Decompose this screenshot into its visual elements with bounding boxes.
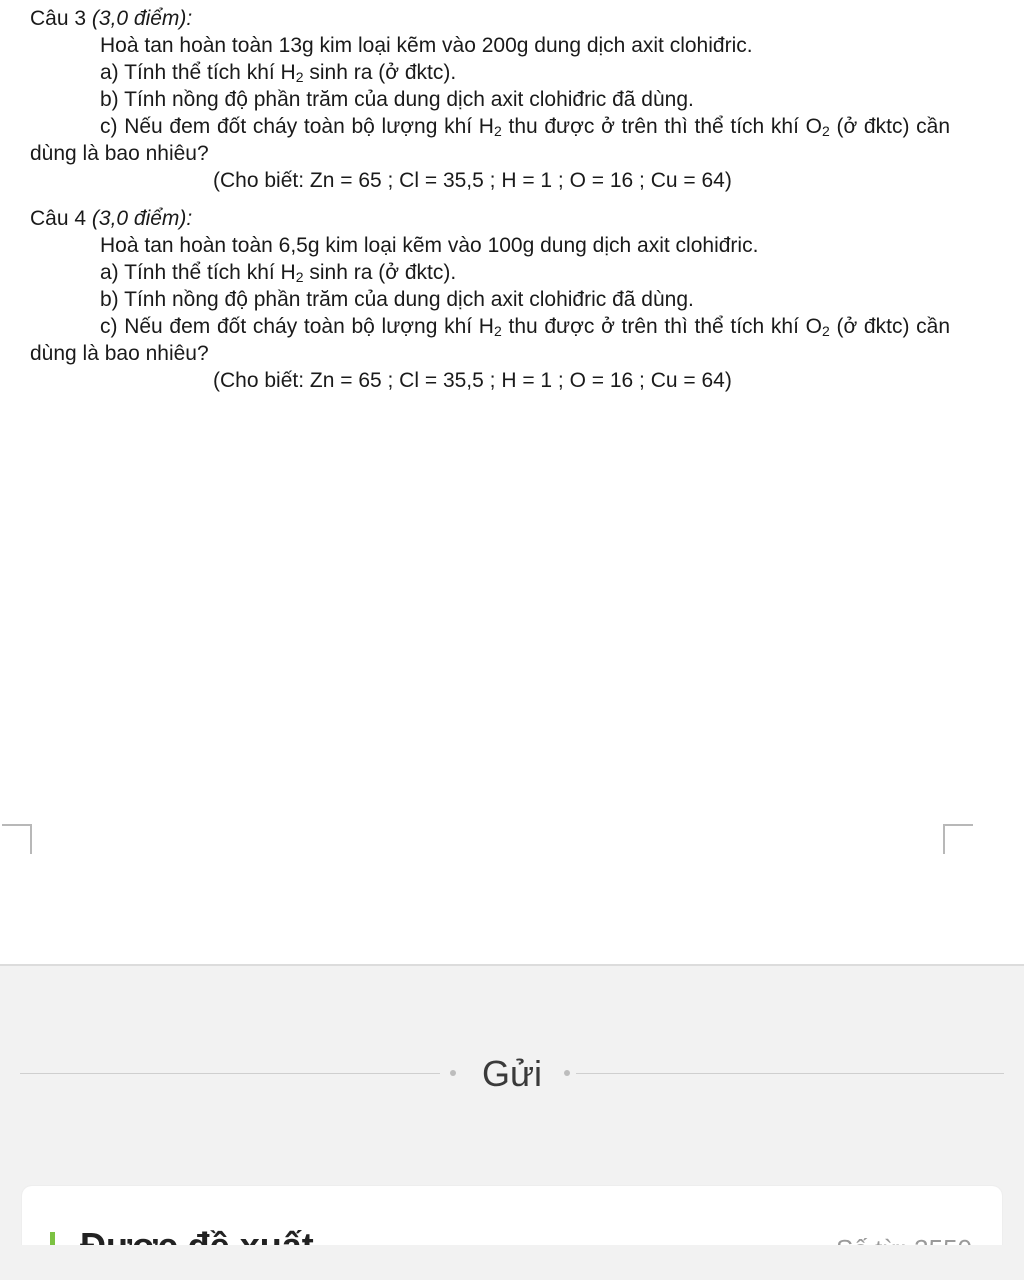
- question-points: (3,0 điểm):: [91, 7, 193, 30]
- question-number: Câu 4: [30, 207, 87, 230]
- question-part-a: a) Tính thể tích khí $H_2$ sinh ra (ở đktc).: [100, 261, 457, 285]
- send-button[interactable]: Gửi: [466, 1052, 558, 1096]
- divider-line-left: [20, 1073, 440, 1074]
- divider-line-right: [576, 1073, 1004, 1074]
- question-part-c: c) Nếu đem đốt cháy toàn bộ lượng khí $H_2$ thu được ở trên thì thể tích khí $O_2$ (ở đktc) cần dùng là bao nhiêu?: [30, 115, 950, 165]
- question-4: [30, 205, 950, 394]
- question-3: [30, 5, 950, 194]
- crop-mark-left: [2, 824, 32, 854]
- question-points: (3,0 điểm):: [91, 207, 193, 230]
- given-values: (Cho biết: Zn = 65 ; Cl = 35,5 ; H = 1 ; O = 16 ; Cu = 64): [213, 169, 732, 192]
- question-part-c: c) Nếu đem đốt cháy toàn bộ lượng khí $H_2$ thu được ở trên thì thể tích khí $O_2$ (ở đktc) cần dùng là bao nhiêu?: [30, 315, 950, 365]
- question-intro: Hoà tan hoàn toàn 13g kim loại kẽm vào 200g dung dịch axit clohiđric.: [100, 34, 753, 57]
- bottom-clip: [0, 1245, 1024, 1280]
- question-number: Câu 3: [30, 7, 87, 30]
- crop-mark-right: [943, 824, 973, 854]
- send-row: [20, 1052, 1004, 1096]
- question-part-b: b) Tính nồng độ phần trăm của dung dịch axit clohiđric đã dùng.: [100, 88, 694, 111]
- divider-dot-right: [564, 1070, 570, 1076]
- question-intro: Hoà tan hoàn toàn 6,5g kim loại kẽm vào 100g dung dịch axit clohiđric.: [100, 234, 759, 257]
- divider-dot-left: [450, 1070, 456, 1076]
- question-part-b: b) Tính nồng độ phần trăm của dung dịch axit clohiđric đã dùng.: [100, 288, 694, 311]
- given-values: (Cho biết: Zn = 65 ; Cl = 35,5 ; H = 1 ; O = 16 ; Cu = 64): [213, 369, 732, 392]
- app-bottom-area: [0, 964, 1024, 1280]
- question-part-a: a) Tính thể tích khí $H_2$ sinh ra (ở đktc).: [100, 61, 457, 85]
